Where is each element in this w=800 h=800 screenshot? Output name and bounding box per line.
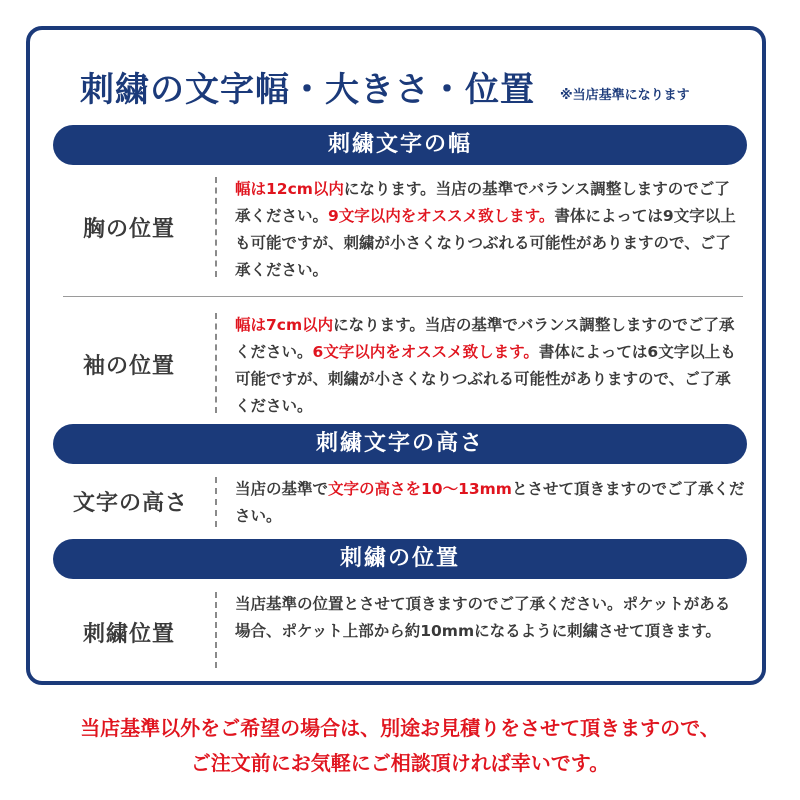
description-text: になります。当店の基準でバランス調整しますのでご了承ください。 bbox=[235, 316, 735, 361]
description-text: とさせて頂きますのでご了承ください。 bbox=[235, 480, 745, 525]
description-text: になります。当店の基準でバランス調整しますのでご了承ください。 bbox=[235, 180, 730, 225]
highlight-width-limit: 幅は12cm以内 bbox=[235, 180, 344, 198]
row-description-text-height bbox=[235, 476, 745, 530]
row-divider-embroidery-position bbox=[215, 592, 217, 668]
row-description-embroidery-position: 当店基準の位置とさせて頂きますのでご了承ください。ポケットがある場合、ポケット上部から約10mmになるように刺繍させて頂きます。 bbox=[235, 595, 731, 640]
description-text: 書体によっては9文字以上も可能ですが、刺繍が小さくなりつぶれる可能性がありますので、ご了承ください。 bbox=[235, 207, 736, 279]
row-label-text-height: 文字の高さ bbox=[73, 491, 189, 516]
description-text: 書体によっては6文字以上も可能ですが、刺繍が小さくなりつぶれる可能性がありますので、ご了承ください。 bbox=[235, 343, 736, 415]
row-divider-text-height bbox=[215, 477, 217, 527]
highlight-width-limit: 幅は7cm以内 bbox=[235, 316, 334, 334]
standard-note: ※当店基準になります bbox=[560, 88, 690, 103]
row-label-sleeve: 袖の位置 bbox=[83, 354, 176, 379]
section-heading-position: 刺繍の位置 bbox=[53, 539, 747, 579]
row-divider-sleeve bbox=[215, 313, 217, 413]
row-separator bbox=[63, 296, 743, 297]
row-label-chest: 胸の位置 bbox=[83, 217, 176, 242]
section-heading-width: 刺繍文字の幅 bbox=[53, 125, 747, 165]
row-divider-chest bbox=[215, 177, 217, 277]
description-text: 当店の基準で bbox=[235, 480, 329, 498]
row-label-embroidery-position: 刺繍位置 bbox=[83, 622, 176, 647]
section-heading-height: 刺繍文字の高さ bbox=[53, 424, 747, 464]
page-title: 刺繍の文字幅・大きさ・位置 bbox=[80, 70, 535, 110]
highlight-char-limit: 6文字以内をオススメ致します。 bbox=[312, 343, 539, 361]
footer-line-1: 当店基準以外をご希望の場合は、別途お見積りをさせて頂きますので、 bbox=[80, 716, 720, 740]
row-description-chest bbox=[235, 176, 745, 284]
footer-line-2: ご注文前にお気軽にご相談頂ければ幸いです。 bbox=[190, 751, 610, 775]
highlight-char-limit: 9文字以内をオススメ致します。 bbox=[328, 207, 555, 225]
highlight-height-range: 文字の高さを10〜13mm bbox=[328, 480, 512, 498]
row-description-sleeve bbox=[235, 312, 745, 420]
